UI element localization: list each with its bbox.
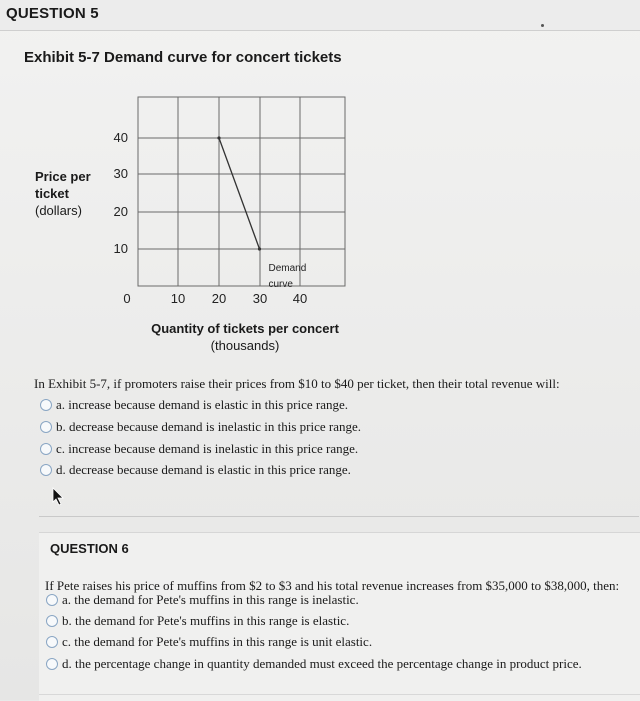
x-tick-label: 20 (211, 291, 227, 306)
radio-button-icon[interactable] (46, 636, 58, 648)
demand-curve-point (258, 247, 261, 250)
demand-curve-point (217, 136, 220, 139)
q5-option-a-label: a. increase because demand is elastic in this price range. (56, 397, 349, 412)
demand-curve-label: Demand (268, 263, 307, 274)
q6-option-c[interactable] (46, 634, 372, 650)
q6-option-b[interactable] (46, 613, 349, 629)
chart-grid (138, 97, 345, 286)
q5-option-d-label: d. decrease because demand is elastic in this price range. (56, 462, 351, 477)
demand-curve-line (219, 138, 260, 249)
radio-button-icon[interactable] (40, 464, 52, 476)
x-tick-label: 0 (123, 291, 131, 306)
q5-option-b[interactable] (40, 419, 361, 435)
x-tick-label: 10 (170, 291, 186, 306)
y-tick-label: 40 (113, 130, 128, 145)
exhibit-title: Exhibit 5-7 Demand curve for concert tickets (24, 49, 342, 66)
q6-option-c-label: c. the demand for Pete's muffins in this range is unit elastic. (62, 634, 373, 649)
q6-option-d-label: d. the percentage change in quantity demanded must exceed the percentage change in product price. (62, 656, 582, 671)
y-tick-label: 10 (113, 241, 128, 256)
q5-option-d[interactable] (40, 462, 351, 478)
demand-curve-label: curve (268, 279, 293, 290)
q5-option-c[interactable] (40, 441, 358, 457)
y-tick-label: 30 (113, 166, 128, 181)
x-axis-label-line-2: (thousands) (210, 338, 280, 353)
plot-frame (138, 97, 345, 286)
y-tick-labels (114, 130, 128, 256)
x-tick-label: 30 (252, 291, 268, 306)
radio-button-icon[interactable] (40, 443, 52, 455)
radio-button-icon[interactable] (46, 615, 58, 627)
question-5-title: QUESTION 5 (6, 5, 99, 22)
question-5-prompt: In Exhibit 5-7, if promoters raise their prices from $10 to $40 per ticket, then their total revenue will: (34, 376, 560, 391)
radio-button-icon[interactable] (40, 399, 52, 411)
radio-button-icon[interactable] (46, 658, 58, 670)
divider (39, 516, 639, 517)
radio-button-icon[interactable] (40, 421, 52, 433)
y-axis-label-line-2: ticket (35, 186, 69, 201)
q6-option-a[interactable] (46, 592, 359, 608)
x-axis-label-line-1: Quantity of tickets per concert (151, 321, 339, 336)
mouse-cursor-icon (50, 487, 66, 507)
q5-option-c-label: c. increase because demand is inelastic in this price range. (56, 441, 359, 456)
y-axis-label-line-1: Price per (35, 169, 91, 184)
x-tick-labels (123, 291, 307, 306)
divider (39, 694, 640, 695)
x-tick-label: 40 (292, 291, 308, 306)
y-tick-label: 20 (113, 204, 128, 219)
q6-option-a-label: a. the demand for Pete's muffins in this range is inelastic. (62, 592, 359, 607)
y-axis-label-line-3: (dollars) (35, 203, 82, 218)
x-axis-label (150, 320, 340, 354)
q6-option-b-label: b. the demand for Pete's muffins in this range is elastic. (62, 613, 350, 628)
q5-option-a[interactable] (40, 397, 348, 413)
q5-option-b-label: b. decrease because demand is inelastic in this price range. (56, 419, 362, 434)
q6-option-d[interactable] (46, 656, 582, 672)
radio-button-icon[interactable] (46, 594, 58, 606)
chart-series (217, 136, 261, 250)
question-6-title: QUESTION 6 (50, 541, 129, 556)
question-6-prompt: If Pete raises his price of muffins from $2 to $3 and his total revenue increases from $35,000 to $38,000, then: (45, 578, 620, 593)
